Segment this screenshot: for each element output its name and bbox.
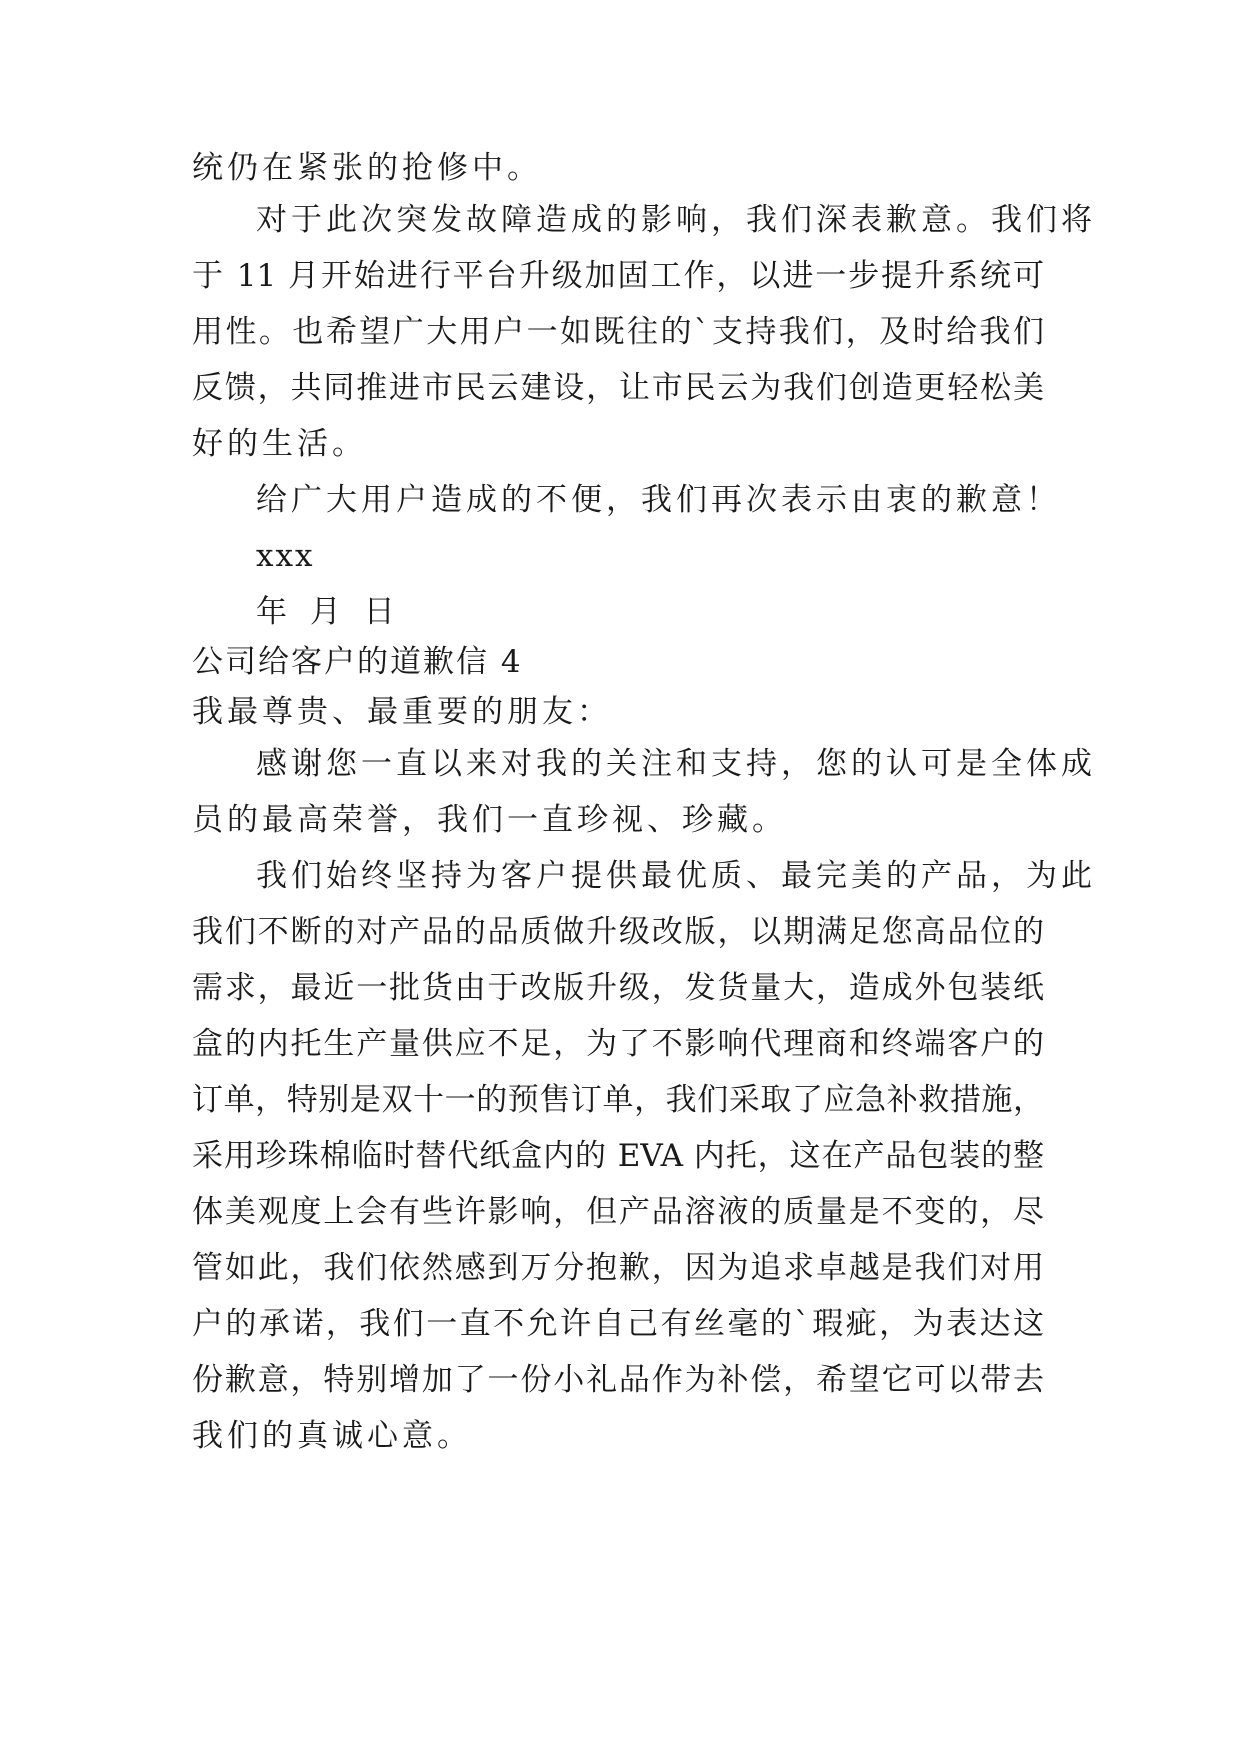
paragraph-line: 感谢您一直以来对我的关注和支持，您的认可是全体成 [256, 746, 1096, 782]
paragraph-line: 体美观度上会有些许影响，但产品溶液的质量是不变的，尽 [192, 1194, 1044, 1230]
letter-title: 公司给客户的道歉信 4 [192, 644, 523, 680]
paragraph-line: 用性。也希望广大用户一如既往的`支持我们，及时给我们 [192, 314, 1044, 350]
signature-date [256, 592, 408, 632]
paragraph-line: 订单，特别是双十一的预售订单，我们采取了应急补救措施， [192, 1082, 1044, 1118]
paragraph-line: 对于此次突发故障造成的影响，我们深表歉意。我们将 [256, 202, 1096, 238]
paragraph-line: 我们始终坚持为客户提供最优质、最完美的产品，为此 [256, 858, 1096, 894]
date-day: 日 [363, 594, 395, 630]
signature-name: xxx [256, 538, 315, 574]
paragraph-line: 统仍在紧张的抢修中。 [192, 150, 542, 186]
paragraph-line: 盒的内托生产量供应不足，为了不影响代理商和终端客户的 [192, 1026, 1044, 1062]
paragraph-line: 我们不断的对产品的品质做升级改版，以期满足您高品位的 [192, 914, 1044, 950]
paragraph-line: 采用珍珠棉临时替代纸盒内的 EVA 内托，这在产品包装的整 [192, 1138, 1044, 1174]
paragraph-line: 户的承诺，我们一直不允许自己有丝毫的`瑕疵，为表达这 [192, 1306, 1044, 1342]
paragraph-line: 我们的真诚心意。 [192, 1418, 472, 1454]
paragraph-line: 员的最高荣誉，我们一直珍视、珍藏。 [192, 802, 787, 838]
paragraph-line: 于 11 月开始进行平台升级加固工作，以进一步提升系统可 [192, 258, 1044, 294]
paragraph-line: 需求，最近一批货由于改版升级，发货量大，造成外包装纸 [192, 970, 1044, 1006]
paragraph-line: 反馈，共同推进市民云建设，让市民云为我们创造更轻松美 [192, 370, 1044, 406]
paragraph-line: 管如此，我们依然感到万分抱歉，因为追求卓越是我们对用 [192, 1250, 1044, 1286]
date-month: 月 [309, 594, 341, 630]
paragraph-line: 好的生活。 [192, 426, 367, 462]
paragraph-line: 份歉意，特别增加了一份小礼品作为补偿，希望它可以带去 [192, 1362, 1044, 1398]
paragraph-line: 给广大用户造成的不便，我们再次表示由衷的歉意！ [256, 482, 1061, 518]
letter-salutation: 我最尊贵、最重要的朋友： [192, 694, 612, 730]
date-year: 年 [256, 594, 287, 630]
